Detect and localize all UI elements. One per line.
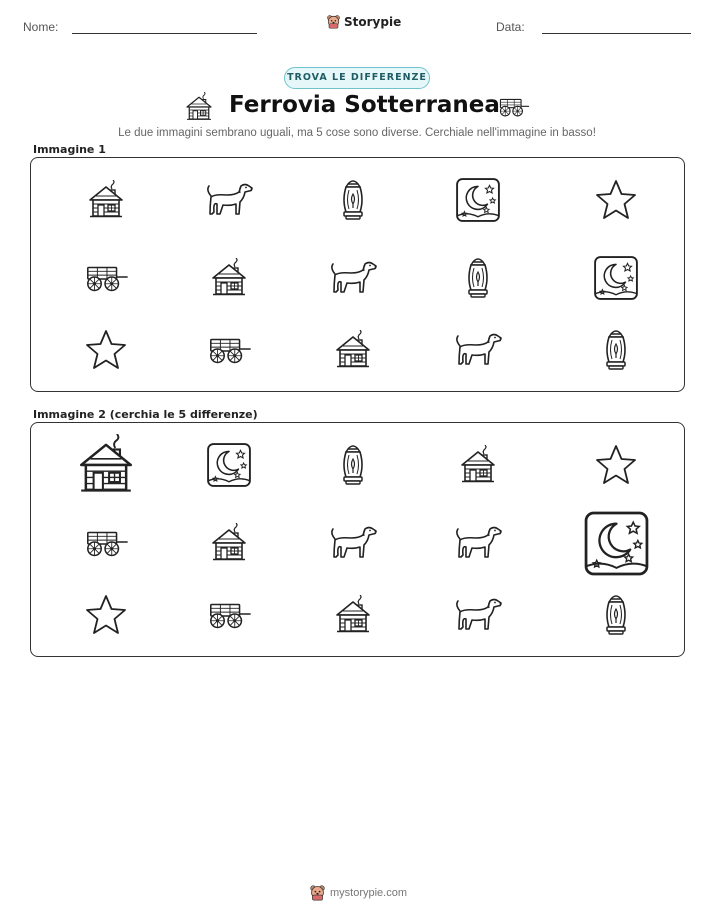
dog-icon [204, 180, 254, 220]
grid-cell[interactable] [594, 443, 638, 487]
dog-icon [453, 330, 503, 370]
grid-cell[interactable] [583, 510, 650, 577]
date-label: Data: [496, 20, 525, 34]
wagon-icon [497, 96, 530, 118]
grid-cell[interactable] [209, 258, 249, 298]
panel2-label: Immagine 2 (cerchia le 5 differenze) [33, 408, 258, 421]
page-title: Ferrovia Sotterranea [229, 92, 500, 118]
grid-cell[interactable] [84, 593, 128, 637]
grid-cell[interactable] [338, 442, 368, 488]
lantern-icon [601, 592, 631, 638]
grid-cell[interactable] [86, 180, 126, 220]
wagon-icon [83, 527, 129, 559]
star-icon [594, 178, 638, 222]
grid-cell[interactable] [453, 595, 503, 635]
grid-cell[interactable] [458, 445, 498, 485]
cabin-icon [333, 330, 373, 370]
night-sky-icon [583, 510, 650, 577]
image1-panel [30, 157, 685, 392]
grid-cell[interactable] [83, 527, 129, 559]
grid-cell[interactable] [333, 330, 373, 370]
cabin-icon [184, 92, 214, 122]
dog-icon [328, 523, 378, 563]
grid-cell[interactable] [209, 523, 249, 563]
cabin-icon [86, 180, 126, 220]
grid-cell[interactable] [83, 262, 129, 294]
grid-cell[interactable] [328, 523, 378, 563]
lantern-icon [338, 442, 368, 488]
grid-cell[interactable] [75, 434, 137, 496]
dog-icon [453, 595, 503, 635]
panel1-label: Immagine 1 [33, 143, 106, 156]
cabin-icon [458, 445, 498, 485]
grid-cell[interactable] [328, 258, 378, 298]
wagon-icon [206, 599, 252, 631]
worksheet-type-badge: TROVA LE DIFFERENZE [284, 67, 430, 89]
grid-cell[interactable] [601, 592, 631, 638]
date-line[interactable] [542, 33, 691, 34]
wagon-icon [206, 334, 252, 366]
lantern-icon [338, 177, 368, 223]
footer-url[interactable]: mystorypie.com [330, 886, 408, 899]
mascot-icon [326, 14, 341, 29]
grid-cell[interactable] [594, 178, 638, 222]
star-icon [84, 328, 128, 372]
night-sky-icon [455, 177, 501, 223]
night-sky-icon [593, 255, 639, 301]
cabin-icon [75, 434, 137, 496]
grid-cell[interactable] [455, 177, 501, 223]
lantern-icon [463, 255, 493, 301]
cabin-icon [209, 523, 249, 563]
star-icon [594, 443, 638, 487]
instructions: Le due immagini sembrano uguali, ma 5 cose sono diverse. Cerchiale nell'immagine in basso! [118, 127, 596, 139]
grid-cell[interactable] [206, 334, 252, 366]
name-label: Nome: [23, 20, 59, 34]
grid-cell[interactable] [453, 330, 503, 370]
night-sky-icon [206, 442, 252, 488]
grid-cell[interactable] [206, 599, 252, 631]
grid-cell[interactable] [601, 327, 631, 373]
brand-logo [326, 14, 401, 29]
dog-icon [328, 258, 378, 298]
grid-cell[interactable] [338, 177, 368, 223]
grid-cell[interactable] [463, 255, 493, 301]
star-icon [84, 593, 128, 637]
wagon-icon [83, 262, 129, 294]
brand-name: Storypie [344, 14, 402, 29]
dog-icon [453, 523, 503, 563]
grid-cell[interactable] [204, 180, 254, 220]
mascot-icon [309, 884, 326, 901]
cabin-icon [333, 595, 373, 635]
lantern-icon [601, 327, 631, 373]
image2-panel [30, 422, 685, 657]
grid-cell[interactable] [206, 442, 252, 488]
grid-cell[interactable] [333, 595, 373, 635]
cabin-icon [209, 258, 249, 298]
footer [309, 884, 407, 901]
grid-cell[interactable] [84, 328, 128, 372]
name-line[interactable] [72, 33, 257, 34]
grid-cell[interactable] [453, 523, 503, 563]
grid-cell[interactable] [593, 255, 639, 301]
